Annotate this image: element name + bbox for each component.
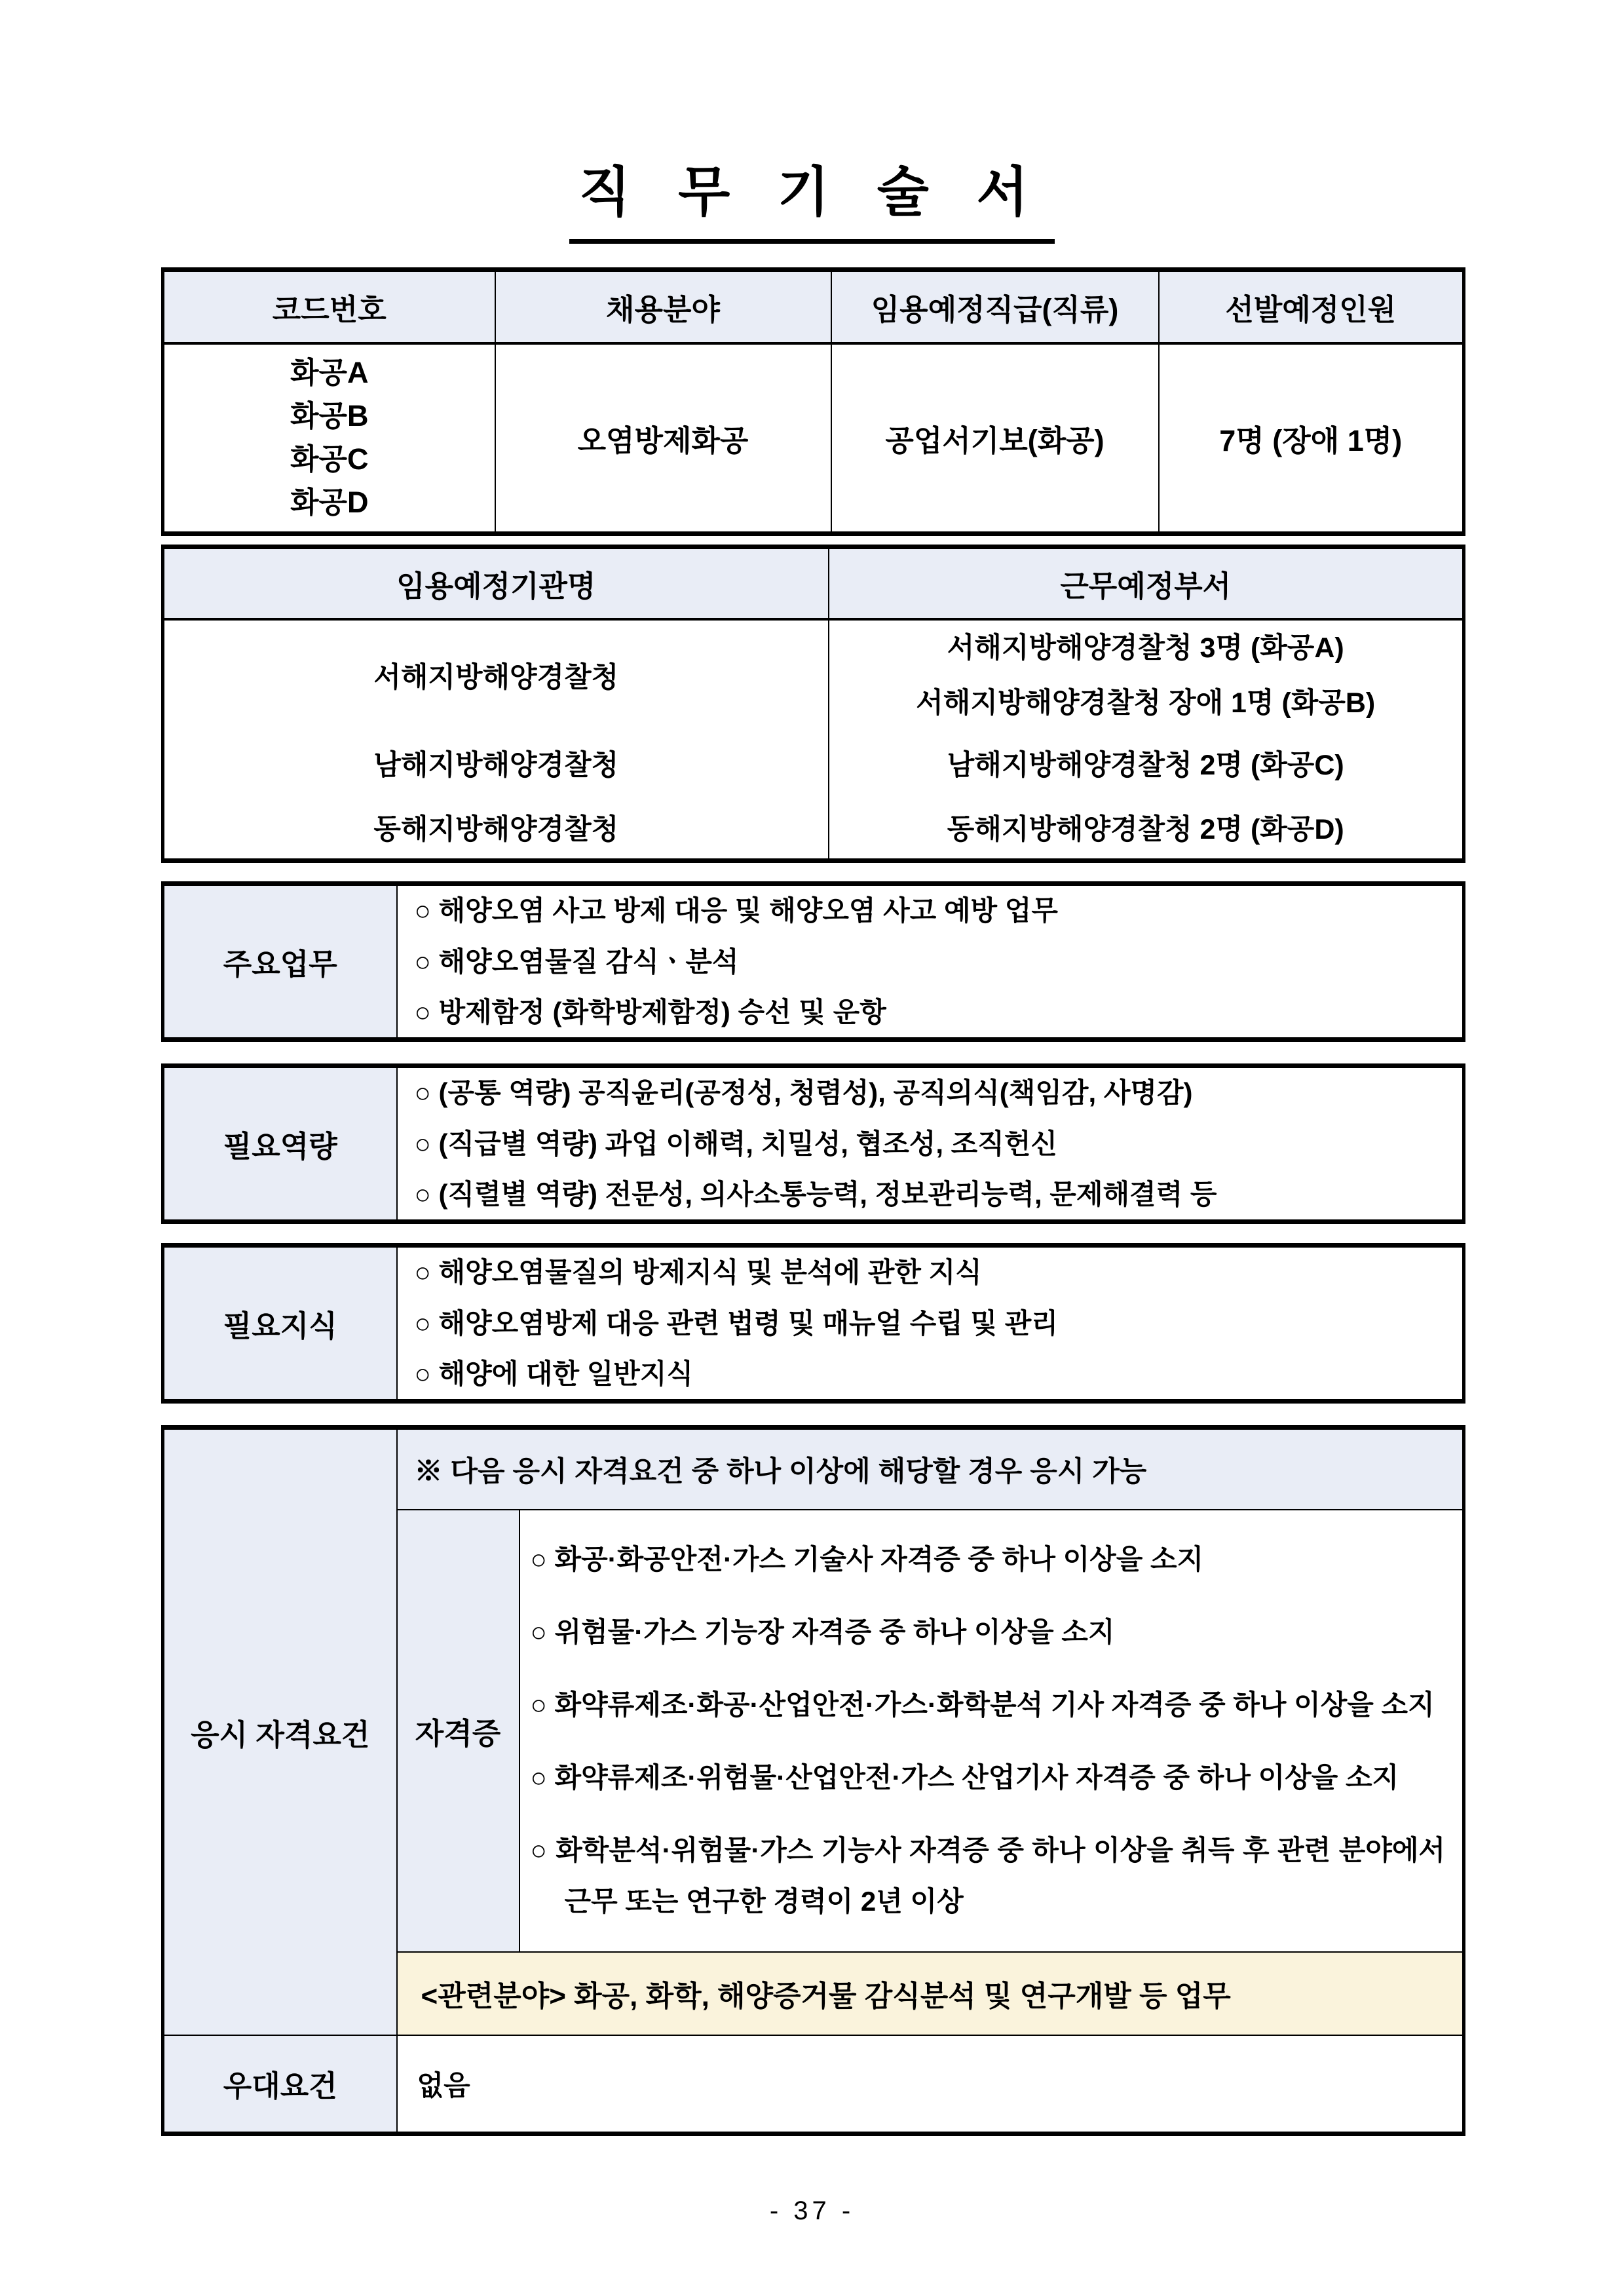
- page-number: - 37 -: [769, 2196, 855, 2225]
- dept-west-line2: 서해지방해양경찰청 장애 1명 (화공B): [916, 687, 1376, 719]
- selection-count-cell: 7명 (장애 1명): [1159, 343, 1464, 534]
- duty-item: ○ 해양오염 사고 방제 대응 및 해양오염 사고 예방 업무: [414, 894, 1058, 926]
- competency-item: ○ (공통 역량) 공직윤리(공정성, 청렴성), 공직의식(책임감, 사명감): [414, 1077, 1193, 1108]
- certificate-item: ○ 화학분석·위험물·가스 기능사 자격증 중 하나 이상을 취득 후 관련 분야에서 근무 또는 연구한 경력이 2년 이상: [530, 1834, 1445, 1917]
- page-title: 직 무 기 술 서: [569, 149, 1054, 244]
- preference-label: 우대요건: [163, 2035, 397, 2134]
- knowledge-item: ○ 해양오염물질의 방제지식 및 분석에 관한 지식: [414, 1256, 982, 1288]
- certificate-item: ○ 화공·화공안전·가스 기술사 자격증 중 하나 이상을 소지: [530, 1544, 1204, 1575]
- agency-south-cell: 남해지방해양경찰청: [163, 731, 829, 796]
- recruitment-table: [161, 267, 1465, 536]
- required-knowledge-table: [161, 1243, 1465, 1404]
- certificate-label: 자격증: [397, 1510, 519, 1952]
- main-duties-table: [161, 881, 1465, 1042]
- required-knowledge-label: 필요지식: [163, 1246, 397, 1402]
- knowledge-item: ○ 해양에 대한 일반지식: [414, 1358, 694, 1390]
- related-field-note: <관련분야> 화공, 화학, 해양증거물 감식분석 및 연구개발 등 업무: [397, 1952, 1464, 2035]
- required-competency-items: [397, 1066, 1464, 1222]
- dept-south-cell: 남해지방해양경찰청 2명 (화공C): [829, 731, 1464, 796]
- title-area: [0, 149, 1624, 244]
- certificate-item: ○ 화약류제조·화공·산업안전·가스·화학분석 기사 자격증 중 하나 이상을 소지: [530, 1689, 1435, 1720]
- appointment-grade-cell: 공업서기보(화공): [831, 343, 1159, 534]
- code-hwagong-a: 화공A: [290, 356, 369, 390]
- duty-item: ○ 해양오염물질 감식ㆍ분석: [414, 946, 739, 977]
- required-competency-table: [161, 1063, 1465, 1224]
- preference-value: 없음: [397, 2035, 1464, 2134]
- main-duties-items: [397, 884, 1464, 1040]
- recruit-field-cell: 오염방제화공: [495, 343, 831, 534]
- code-hwagong-d: 화공D: [290, 486, 369, 520]
- certificate-item: ○ 화약류제조·위험물·산업안전·가스 산업기사 자격증 중 하나 이상을 소지: [530, 1761, 1399, 1793]
- eligibility-label: 응시 자격요건: [163, 1428, 397, 2035]
- competency-item: ○ (직렬별 역량) 전문성, 의사소통능력, 정보관리능력, 문제해결력 등: [414, 1179, 1217, 1210]
- duty-item: ○ 방제함정 (화학방제함정) 승선 및 운항: [414, 997, 886, 1028]
- header-agency-name: 임용예정기관명: [163, 547, 829, 619]
- header-work-department: 근무예정부서: [829, 547, 1464, 619]
- knowledge-item: ○ 해양오염방제 대응 관련 법령 및 매뉴얼 수립 및 관리: [414, 1307, 1058, 1339]
- certificate-items: [519, 1510, 1464, 1952]
- header-selection-count: 선발예정인원: [1159, 270, 1464, 343]
- competency-item: ○ (직급별 역량) 과업 이해력, 치밀성, 협조성, 조직헌신: [414, 1128, 1057, 1159]
- code-hwagong-b: 화공B: [290, 399, 369, 433]
- required-knowledge-items: [397, 1246, 1464, 1402]
- agency-table: [161, 545, 1465, 863]
- required-competency-label: 필요역량: [163, 1066, 397, 1222]
- certificate-item: ○ 위험물·가스 기능장 자격증 중 하나 이상을 소지: [530, 1617, 1115, 1648]
- eligibility-table: [161, 1425, 1465, 2136]
- eligibility-note: ※ 다음 응시 자격요건 중 하나 이상에 해당할 경우 응시 가능: [397, 1428, 1464, 1510]
- agency-east-cell: 동해지방해양경찰청: [163, 796, 829, 861]
- main-duties-label: 주요업무: [163, 884, 397, 1040]
- header-recruit-field: 채용분야: [495, 270, 831, 343]
- header-code-number: 코드번호: [163, 270, 495, 343]
- dept-west-cell: [829, 619, 1464, 731]
- agency-west-cell: 서해지방해양경찰청: [163, 619, 829, 731]
- header-appointment-grade: 임용예정직급(직류): [831, 270, 1159, 343]
- code-number-cell: [163, 343, 495, 534]
- dept-east-cell: 동해지방해양경찰청 2명 (화공D): [829, 796, 1464, 861]
- code-hwagong-c: 화공C: [290, 442, 369, 476]
- dept-west-line1: 서해지방해양경찰청 3명 (화공A): [947, 632, 1344, 664]
